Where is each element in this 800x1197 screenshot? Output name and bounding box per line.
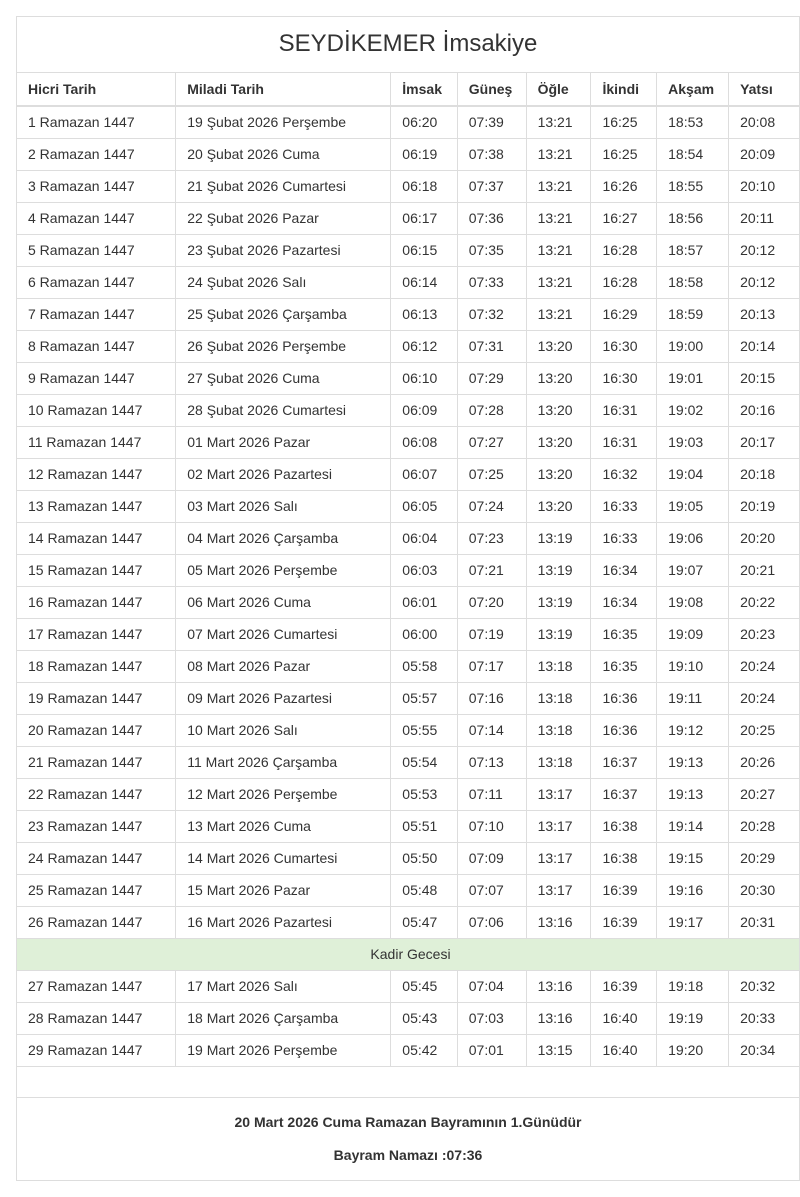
cell-gunes: 07:24 (457, 491, 526, 523)
column-header-ogle: Öğle (526, 73, 591, 106)
table-row (17, 619, 799, 651)
cell-ogle: 13:19 (526, 555, 591, 587)
cell-yatsi: 20:18 (729, 459, 799, 491)
table-row (17, 907, 799, 939)
table-row (17, 715, 799, 747)
cell-ogle: 13:20 (526, 491, 591, 523)
cell-ikindi: 16:36 (591, 683, 657, 715)
table-row (17, 555, 799, 587)
cell-miladi-tarih: 18 Mart 2026 Çarşamba (176, 1003, 391, 1035)
kadir-gecesi-row (17, 939, 799, 971)
cell-aksam: 18:57 (657, 235, 729, 267)
cell-yatsi: 20:31 (729, 907, 799, 939)
cell-aksam: 18:55 (657, 171, 729, 203)
cell-imsak: 05:45 (391, 971, 457, 1003)
cell-gunes: 07:21 (457, 555, 526, 587)
cell-gunes: 07:07 (457, 875, 526, 907)
cell-yatsi: 20:19 (729, 491, 799, 523)
cell-aksam: 19:18 (657, 971, 729, 1003)
empty-spacer-cell (17, 1067, 799, 1098)
cell-aksam: 19:03 (657, 427, 729, 459)
cell-yatsi: 20:26 (729, 747, 799, 779)
cell-yatsi: 20:16 (729, 395, 799, 427)
cell-imsak: 06:01 (391, 587, 457, 619)
cell-miladi-tarih: 13 Mart 2026 Cuma (176, 811, 391, 843)
cell-gunes: 07:28 (457, 395, 526, 427)
cell-ikindi: 16:25 (591, 106, 657, 139)
cell-yatsi: 20:12 (729, 267, 799, 299)
cell-hicri-tarih: 19 Ramazan 1447 (17, 683, 176, 715)
cell-ogle: 13:21 (526, 139, 591, 171)
cell-yatsi: 20:23 (729, 619, 799, 651)
cell-ikindi: 16:32 (591, 459, 657, 491)
cell-miladi-tarih: 06 Mart 2026 Cuma (176, 587, 391, 619)
cell-ikindi: 16:35 (591, 651, 657, 683)
cell-yatsi: 20:09 (729, 139, 799, 171)
table-body (17, 106, 799, 1097)
cell-ikindi: 16:37 (591, 747, 657, 779)
cell-yatsi: 20:12 (729, 235, 799, 267)
cell-ogle: 13:18 (526, 651, 591, 683)
cell-ikindi: 16:35 (591, 619, 657, 651)
cell-ikindi: 16:28 (591, 267, 657, 299)
cell-ogle: 13:21 (526, 235, 591, 267)
cell-yatsi: 20:14 (729, 331, 799, 363)
cell-hicri-tarih: 29 Ramazan 1447 (17, 1035, 176, 1067)
cell-aksam: 18:59 (657, 299, 729, 331)
cell-yatsi: 20:24 (729, 651, 799, 683)
cell-ogle: 13:17 (526, 875, 591, 907)
table-row (17, 427, 799, 459)
cell-hicri-tarih: 18 Ramazan 1447 (17, 651, 176, 683)
imsakiye-page (16, 16, 800, 1181)
cell-gunes: 07:27 (457, 427, 526, 459)
table-row (17, 523, 799, 555)
cell-gunes: 07:36 (457, 203, 526, 235)
cell-aksam: 18:53 (657, 106, 729, 139)
cell-gunes: 07:25 (457, 459, 526, 491)
cell-ikindi: 16:26 (591, 171, 657, 203)
cell-ikindi: 16:38 (591, 811, 657, 843)
cell-ogle: 13:16 (526, 1003, 591, 1035)
bayram-prayer-time-text: Bayram Namazı :07:36 (333, 1147, 483, 1163)
table-row (17, 395, 799, 427)
cell-ikindi: 16:39 (591, 971, 657, 1003)
bayram-day-text: 20 Mart 2026 Cuma Ramazan Bayramının 1.Günüdür (234, 1114, 582, 1130)
cell-imsak: 06:03 (391, 555, 457, 587)
cell-gunes: 07:29 (457, 363, 526, 395)
cell-miladi-tarih: 03 Mart 2026 Salı (176, 491, 391, 523)
cell-hicri-tarih: 13 Ramazan 1447 (17, 491, 176, 523)
cell-gunes: 07:39 (457, 106, 526, 139)
cell-miladi-tarih: 19 Mart 2026 Perşembe (176, 1035, 391, 1067)
cell-gunes: 07:32 (457, 299, 526, 331)
cell-miladi-tarih: 26 Şubat 2026 Perşembe (176, 331, 391, 363)
cell-ikindi: 16:36 (591, 715, 657, 747)
cell-hicri-tarih: 15 Ramazan 1447 (17, 555, 176, 587)
cell-ogle: 13:17 (526, 811, 591, 843)
column-header-hicri-tarih: Hicri Tarih (17, 73, 176, 106)
cell-hicri-tarih: 9 Ramazan 1447 (17, 363, 176, 395)
table-row (17, 811, 799, 843)
cell-aksam: 18:56 (657, 203, 729, 235)
cell-gunes: 07:19 (457, 619, 526, 651)
cell-aksam: 19:12 (657, 715, 729, 747)
cell-yatsi: 20:22 (729, 587, 799, 619)
cell-imsak: 05:43 (391, 1003, 457, 1035)
cell-aksam: 19:11 (657, 683, 729, 715)
cell-ogle: 13:19 (526, 587, 591, 619)
table-row (17, 106, 799, 139)
cell-gunes: 07:38 (457, 139, 526, 171)
cell-miladi-tarih: 12 Mart 2026 Perşembe (176, 779, 391, 811)
column-header-gunes: Güneş (457, 73, 526, 106)
cell-ikindi: 16:30 (591, 363, 657, 395)
table-row (17, 843, 799, 875)
cell-yatsi: 20:10 (729, 171, 799, 203)
cell-imsak: 06:13 (391, 299, 457, 331)
cell-imsak: 06:09 (391, 395, 457, 427)
cell-miladi-tarih: 27 Şubat 2026 Cuma (176, 363, 391, 395)
cell-ogle: 13:19 (526, 619, 591, 651)
cell-yatsi: 20:29 (729, 843, 799, 875)
cell-imsak: 05:55 (391, 715, 457, 747)
cell-ogle: 13:15 (526, 1035, 591, 1067)
cell-ogle: 13:20 (526, 427, 591, 459)
cell-imsak: 06:19 (391, 139, 457, 171)
cell-ikindi: 16:37 (591, 779, 657, 811)
cell-ogle: 13:20 (526, 331, 591, 363)
cell-gunes: 07:14 (457, 715, 526, 747)
cell-ikindi: 16:39 (591, 907, 657, 939)
cell-yatsi: 20:33 (729, 1003, 799, 1035)
cell-imsak: 05:51 (391, 811, 457, 843)
cell-hicri-tarih: 27 Ramazan 1447 (17, 971, 176, 1003)
cell-miladi-tarih: 21 Şubat 2026 Cumartesi (176, 171, 391, 203)
table-row (17, 459, 799, 491)
table-row (17, 235, 799, 267)
cell-yatsi: 20:13 (729, 299, 799, 331)
cell-hicri-tarih: 24 Ramazan 1447 (17, 843, 176, 875)
cell-aksam: 19:20 (657, 1035, 729, 1067)
cell-miladi-tarih: 04 Mart 2026 Çarşamba (176, 523, 391, 555)
cell-gunes: 07:01 (457, 1035, 526, 1067)
cell-imsak: 06:17 (391, 203, 457, 235)
cell-ogle: 13:21 (526, 171, 591, 203)
cell-ogle: 13:20 (526, 459, 591, 491)
cell-miladi-tarih: 24 Şubat 2026 Salı (176, 267, 391, 299)
cell-ogle: 13:21 (526, 299, 591, 331)
cell-miladi-tarih: 01 Mart 2026 Pazar (176, 427, 391, 459)
cell-yatsi: 20:11 (729, 203, 799, 235)
cell-gunes: 07:11 (457, 779, 526, 811)
table-row (17, 331, 799, 363)
cell-yatsi: 20:08 (729, 106, 799, 139)
cell-gunes: 07:35 (457, 235, 526, 267)
cell-imsak: 06:15 (391, 235, 457, 267)
cell-gunes: 07:16 (457, 683, 526, 715)
cell-hicri-tarih: 2 Ramazan 1447 (17, 139, 176, 171)
cell-ogle: 13:18 (526, 747, 591, 779)
cell-aksam: 18:58 (657, 267, 729, 299)
page-title: SEYDİKEMER İmsakiye (17, 17, 799, 73)
cell-yatsi: 20:34 (729, 1035, 799, 1067)
cell-ogle: 13:20 (526, 395, 591, 427)
cell-gunes: 07:03 (457, 1003, 526, 1035)
cell-hicri-tarih: 10 Ramazan 1447 (17, 395, 176, 427)
table-row (17, 267, 799, 299)
cell-hicri-tarih: 22 Ramazan 1447 (17, 779, 176, 811)
cell-aksam: 19:19 (657, 1003, 729, 1035)
column-header-imsak: İmsak (391, 73, 457, 106)
cell-hicri-tarih: 20 Ramazan 1447 (17, 715, 176, 747)
table-header (17, 73, 799, 106)
cell-ikindi: 16:30 (591, 331, 657, 363)
table-row (17, 171, 799, 203)
cell-miladi-tarih: 09 Mart 2026 Pazartesi (176, 683, 391, 715)
cell-ikindi: 16:33 (591, 523, 657, 555)
cell-gunes: 07:33 (457, 267, 526, 299)
cell-imsak: 05:54 (391, 747, 457, 779)
cell-gunes: 07:37 (457, 171, 526, 203)
cell-aksam: 19:07 (657, 555, 729, 587)
cell-yatsi: 20:28 (729, 811, 799, 843)
cell-hicri-tarih: 6 Ramazan 1447 (17, 267, 176, 299)
cell-gunes: 07:10 (457, 811, 526, 843)
cell-aksam: 19:14 (657, 811, 729, 843)
cell-miladi-tarih: 02 Mart 2026 Pazartesi (176, 459, 391, 491)
cell-miladi-tarih: 07 Mart 2026 Cumartesi (176, 619, 391, 651)
cell-gunes: 07:09 (457, 843, 526, 875)
cell-ikindi: 16:27 (591, 203, 657, 235)
kadir-gecesi-label: Kadir Gecesi (17, 939, 799, 971)
cell-ogle: 13:21 (526, 203, 591, 235)
cell-hicri-tarih: 7 Ramazan 1447 (17, 299, 176, 331)
cell-aksam: 19:13 (657, 779, 729, 811)
cell-ikindi: 16:39 (591, 875, 657, 907)
cell-miladi-tarih: 23 Şubat 2026 Pazartesi (176, 235, 391, 267)
cell-yatsi: 20:15 (729, 363, 799, 395)
cell-miladi-tarih: 17 Mart 2026 Salı (176, 971, 391, 1003)
prayer-times-table (17, 73, 799, 1097)
cell-yatsi: 20:24 (729, 683, 799, 715)
cell-yatsi: 20:17 (729, 427, 799, 459)
cell-imsak: 06:08 (391, 427, 457, 459)
cell-ikindi: 16:33 (591, 491, 657, 523)
cell-gunes: 07:31 (457, 331, 526, 363)
footer-note (17, 1097, 799, 1180)
cell-ikindi: 16:34 (591, 587, 657, 619)
cell-ikindi: 16:38 (591, 843, 657, 875)
cell-miladi-tarih: 08 Mart 2026 Pazar (176, 651, 391, 683)
cell-yatsi: 20:30 (729, 875, 799, 907)
table-header-row (17, 73, 799, 106)
table-row (17, 747, 799, 779)
cell-miladi-tarih: 25 Şubat 2026 Çarşamba (176, 299, 391, 331)
cell-gunes: 07:13 (457, 747, 526, 779)
cell-imsak: 06:18 (391, 171, 457, 203)
cell-ikindi: 16:40 (591, 1035, 657, 1067)
cell-ogle: 13:16 (526, 907, 591, 939)
cell-hicri-tarih: 5 Ramazan 1447 (17, 235, 176, 267)
cell-yatsi: 20:20 (729, 523, 799, 555)
cell-aksam: 19:10 (657, 651, 729, 683)
cell-imsak: 06:12 (391, 331, 457, 363)
column-header-miladi-tarih: Miladi Tarih (176, 73, 391, 106)
table-row (17, 1035, 799, 1067)
cell-ikindi: 16:31 (591, 395, 657, 427)
table-row (17, 651, 799, 683)
table-row (17, 491, 799, 523)
cell-aksam: 19:08 (657, 587, 729, 619)
cell-miladi-tarih: 20 Şubat 2026 Cuma (176, 139, 391, 171)
table-row (17, 587, 799, 619)
cell-hicri-tarih: 12 Ramazan 1447 (17, 459, 176, 491)
empty-spacer-row (17, 1067, 799, 1098)
column-header-aksam: Akşam (657, 73, 729, 106)
cell-ogle: 13:20 (526, 363, 591, 395)
cell-ikindi: 16:29 (591, 299, 657, 331)
cell-imsak: 06:04 (391, 523, 457, 555)
cell-aksam: 19:15 (657, 843, 729, 875)
cell-aksam: 18:54 (657, 139, 729, 171)
cell-hicri-tarih: 28 Ramazan 1447 (17, 1003, 176, 1035)
cell-aksam: 19:06 (657, 523, 729, 555)
cell-gunes: 07:23 (457, 523, 526, 555)
cell-aksam: 19:00 (657, 331, 729, 363)
cell-hicri-tarih: 21 Ramazan 1447 (17, 747, 176, 779)
cell-ogle: 13:19 (526, 523, 591, 555)
cell-hicri-tarih: 4 Ramazan 1447 (17, 203, 176, 235)
cell-miladi-tarih: 14 Mart 2026 Cumartesi (176, 843, 391, 875)
cell-gunes: 07:04 (457, 971, 526, 1003)
cell-imsak: 05:53 (391, 779, 457, 811)
cell-imsak: 05:58 (391, 651, 457, 683)
cell-aksam: 19:13 (657, 747, 729, 779)
table-row (17, 299, 799, 331)
cell-miladi-tarih: 28 Şubat 2026 Cumartesi (176, 395, 391, 427)
cell-ogle: 13:18 (526, 715, 591, 747)
cell-imsak: 05:50 (391, 843, 457, 875)
cell-imsak: 05:42 (391, 1035, 457, 1067)
cell-yatsi: 20:32 (729, 971, 799, 1003)
cell-miladi-tarih: 16 Mart 2026 Pazartesi (176, 907, 391, 939)
cell-imsak: 06:00 (391, 619, 457, 651)
cell-hicri-tarih: 1 Ramazan 1447 (17, 106, 176, 139)
cell-gunes: 07:17 (457, 651, 526, 683)
table-row (17, 203, 799, 235)
cell-hicri-tarih: 23 Ramazan 1447 (17, 811, 176, 843)
cell-yatsi: 20:27 (729, 779, 799, 811)
cell-hicri-tarih: 11 Ramazan 1447 (17, 427, 176, 459)
cell-yatsi: 20:21 (729, 555, 799, 587)
cell-imsak: 06:07 (391, 459, 457, 491)
cell-ogle: 13:21 (526, 106, 591, 139)
cell-ikindi: 16:40 (591, 1003, 657, 1035)
cell-aksam: 19:05 (657, 491, 729, 523)
cell-gunes: 07:20 (457, 587, 526, 619)
cell-aksam: 19:16 (657, 875, 729, 907)
table-row (17, 139, 799, 171)
cell-ogle: 13:18 (526, 683, 591, 715)
cell-imsak: 05:48 (391, 875, 457, 907)
table-row (17, 1003, 799, 1035)
table-row (17, 683, 799, 715)
cell-hicri-tarih: 3 Ramazan 1447 (17, 171, 176, 203)
cell-imsak: 06:05 (391, 491, 457, 523)
cell-ogle: 13:16 (526, 971, 591, 1003)
cell-hicri-tarih: 16 Ramazan 1447 (17, 587, 176, 619)
cell-imsak: 05:47 (391, 907, 457, 939)
cell-miladi-tarih: 05 Mart 2026 Perşembe (176, 555, 391, 587)
cell-imsak: 05:57 (391, 683, 457, 715)
cell-ikindi: 16:31 (591, 427, 657, 459)
cell-ikindi: 16:25 (591, 139, 657, 171)
cell-ogle: 13:17 (526, 843, 591, 875)
cell-gunes: 07:06 (457, 907, 526, 939)
cell-imsak: 06:14 (391, 267, 457, 299)
cell-hicri-tarih: 17 Ramazan 1447 (17, 619, 176, 651)
cell-aksam: 19:09 (657, 619, 729, 651)
cell-yatsi: 20:25 (729, 715, 799, 747)
cell-miladi-tarih: 19 Şubat 2026 Perşembe (176, 106, 391, 139)
cell-aksam: 19:01 (657, 363, 729, 395)
cell-hicri-tarih: 14 Ramazan 1447 (17, 523, 176, 555)
cell-miladi-tarih: 15 Mart 2026 Pazar (176, 875, 391, 907)
cell-hicri-tarih: 26 Ramazan 1447 (17, 907, 176, 939)
column-header-ikindi: İkindi (591, 73, 657, 106)
cell-miladi-tarih: 22 Şubat 2026 Pazar (176, 203, 391, 235)
cell-aksam: 19:17 (657, 907, 729, 939)
cell-miladi-tarih: 10 Mart 2026 Salı (176, 715, 391, 747)
cell-miladi-tarih: 11 Mart 2026 Çarşamba (176, 747, 391, 779)
table-row (17, 779, 799, 811)
column-header-yatsi: Yatsı (729, 73, 799, 106)
cell-ikindi: 16:34 (591, 555, 657, 587)
table-row (17, 971, 799, 1003)
cell-aksam: 19:02 (657, 395, 729, 427)
cell-ogle: 13:21 (526, 267, 591, 299)
cell-imsak: 06:10 (391, 363, 457, 395)
cell-ikindi: 16:28 (591, 235, 657, 267)
cell-imsak: 06:20 (391, 106, 457, 139)
cell-hicri-tarih: 25 Ramazan 1447 (17, 875, 176, 907)
cell-ogle: 13:17 (526, 779, 591, 811)
table-row (17, 363, 799, 395)
cell-aksam: 19:04 (657, 459, 729, 491)
cell-hicri-tarih: 8 Ramazan 1447 (17, 331, 176, 363)
table-row (17, 875, 799, 907)
